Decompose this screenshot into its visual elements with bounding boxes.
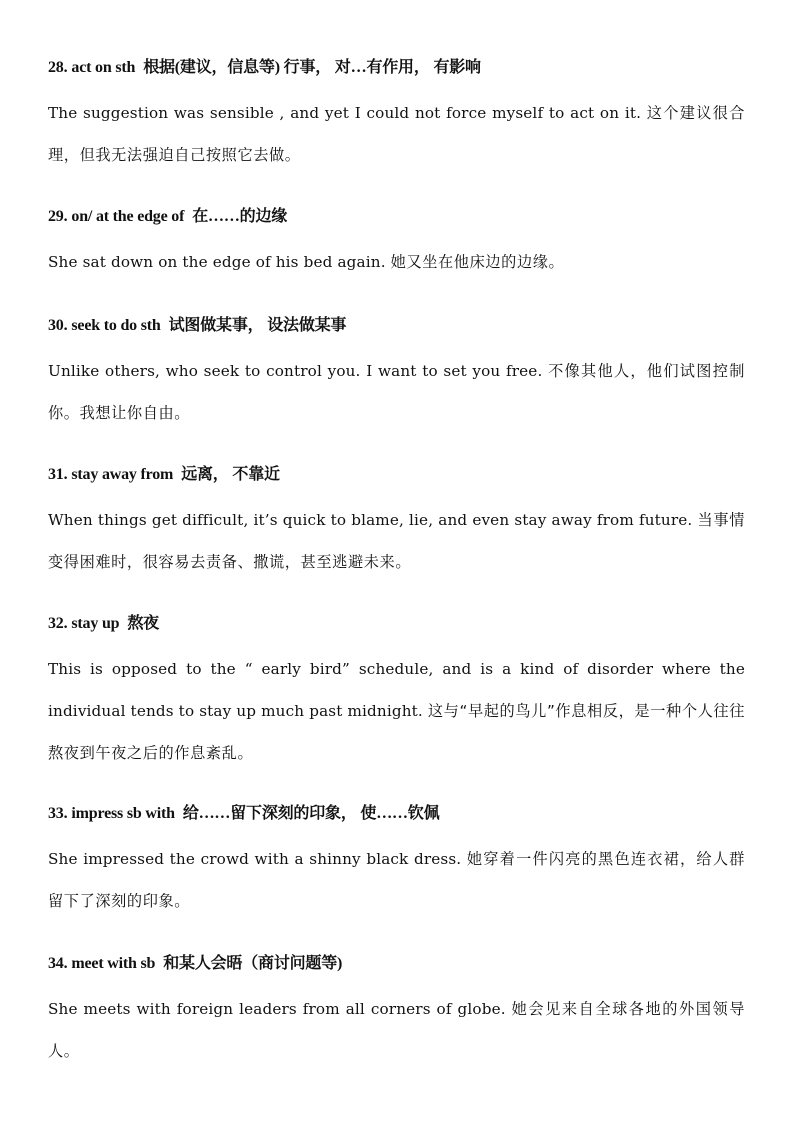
example-english: She sat down on the edge of his bed again. — [48, 253, 386, 271]
phrase-meaning: 试图做某事， 设法做某事 — [168, 317, 347, 334]
example-english: This is opposed to the “ early bird” schedule, and is a kind of disorder where the individual tends to stay up much past midnight. — [48, 660, 745, 720]
example-english: She impressed the crowd with a shinny black dress. — [48, 850, 462, 868]
phrase-heading — [48, 56, 745, 80]
example-chinese: 这与“早起的鸟儿”作息相反，是一种个人往往熬夜到午夜之后的作息紊乱。 — [48, 702, 745, 762]
example-sentence — [48, 92, 745, 176]
example-english: Unlike others, who seek to control you. I want to set you free. — [48, 362, 543, 380]
phrase-heading — [48, 612, 745, 636]
example-chinese: 她会见来自全球各地的外国领导人。 — [48, 1000, 746, 1060]
phrase-number: 30. — [48, 317, 68, 334]
phrase-term: act on sth — [71, 59, 136, 76]
phrase-heading — [48, 463, 745, 487]
phrase-number: 33. — [48, 805, 68, 822]
phrase-meaning: 给……留下深刻的印象， 使……钦佩 — [182, 805, 440, 822]
phrase-entry-29 — [48, 205, 745, 283]
phrase-meaning: 熬夜 — [127, 615, 159, 632]
phrase-term: stay away from — [71, 466, 174, 483]
phrase-number: 28. — [48, 59, 68, 76]
phrase-term: stay up — [71, 615, 120, 632]
example-sentence — [48, 241, 745, 283]
phrase-meaning: 远离， 不靠近 — [181, 466, 280, 483]
example-sentence — [48, 350, 745, 434]
example-english: When things get difficult, it’s quick to blame, lie, and even stay away from future. — [48, 511, 693, 529]
example-chinese: 当事情变得困难时，很容易去责备、撒谎，甚至逃避未来。 — [48, 511, 746, 571]
phrase-meaning: 在……的边缘 — [192, 208, 288, 225]
example-sentence — [48, 499, 745, 583]
phrase-entry-28 — [48, 56, 745, 176]
phrase-entry-30 — [48, 314, 745, 434]
example-sentence — [48, 988, 745, 1072]
example-chinese: 她又坐在他床边的边缘。 — [390, 253, 565, 271]
example-sentence — [48, 838, 745, 922]
phrase-term: on/ at the edge of — [71, 208, 185, 225]
phrase-term: impress sb with — [71, 805, 175, 822]
phrase-meaning: 根据(建议，信息等) 行事， 对…有作用， 有影响 — [143, 59, 481, 76]
phrase-entry-34 — [48, 952, 745, 1072]
phrase-heading — [48, 802, 745, 826]
phrase-number: 29. — [48, 208, 68, 225]
phrase-heading — [48, 314, 745, 338]
phrase-number: 34. — [48, 955, 68, 972]
example-english: The suggestion was sensible , and yet I could not force myself to act on it. — [48, 104, 642, 122]
example-chinese: 她穿着一件闪亮的黑色连衣裙，给人群留下了深刻的印象。 — [48, 850, 745, 910]
example-sentence — [48, 648, 745, 774]
example-chinese: 这个建议很合理，但我无法强迫自己按照它去做。 — [48, 104, 745, 164]
phrase-number: 31. — [48, 466, 68, 483]
phrase-entry-31 — [48, 463, 745, 583]
phrase-meaning: 和某人会晤（商讨问题等) — [163, 955, 343, 972]
phrase-entry-33 — [48, 802, 745, 922]
phrase-term: meet with sb — [71, 955, 156, 972]
phrase-heading — [48, 952, 745, 976]
phrase-number: 32. — [48, 615, 68, 632]
example-english: She meets with foreign leaders from all corners of globe. — [48, 1000, 506, 1018]
phrase-term: seek to do sth — [71, 317, 161, 334]
example-chinese: 不像其他人，他们试图控制你。我想让你自由。 — [48, 362, 745, 422]
phrase-heading — [48, 205, 745, 229]
phrase-entry-32 — [48, 612, 745, 774]
